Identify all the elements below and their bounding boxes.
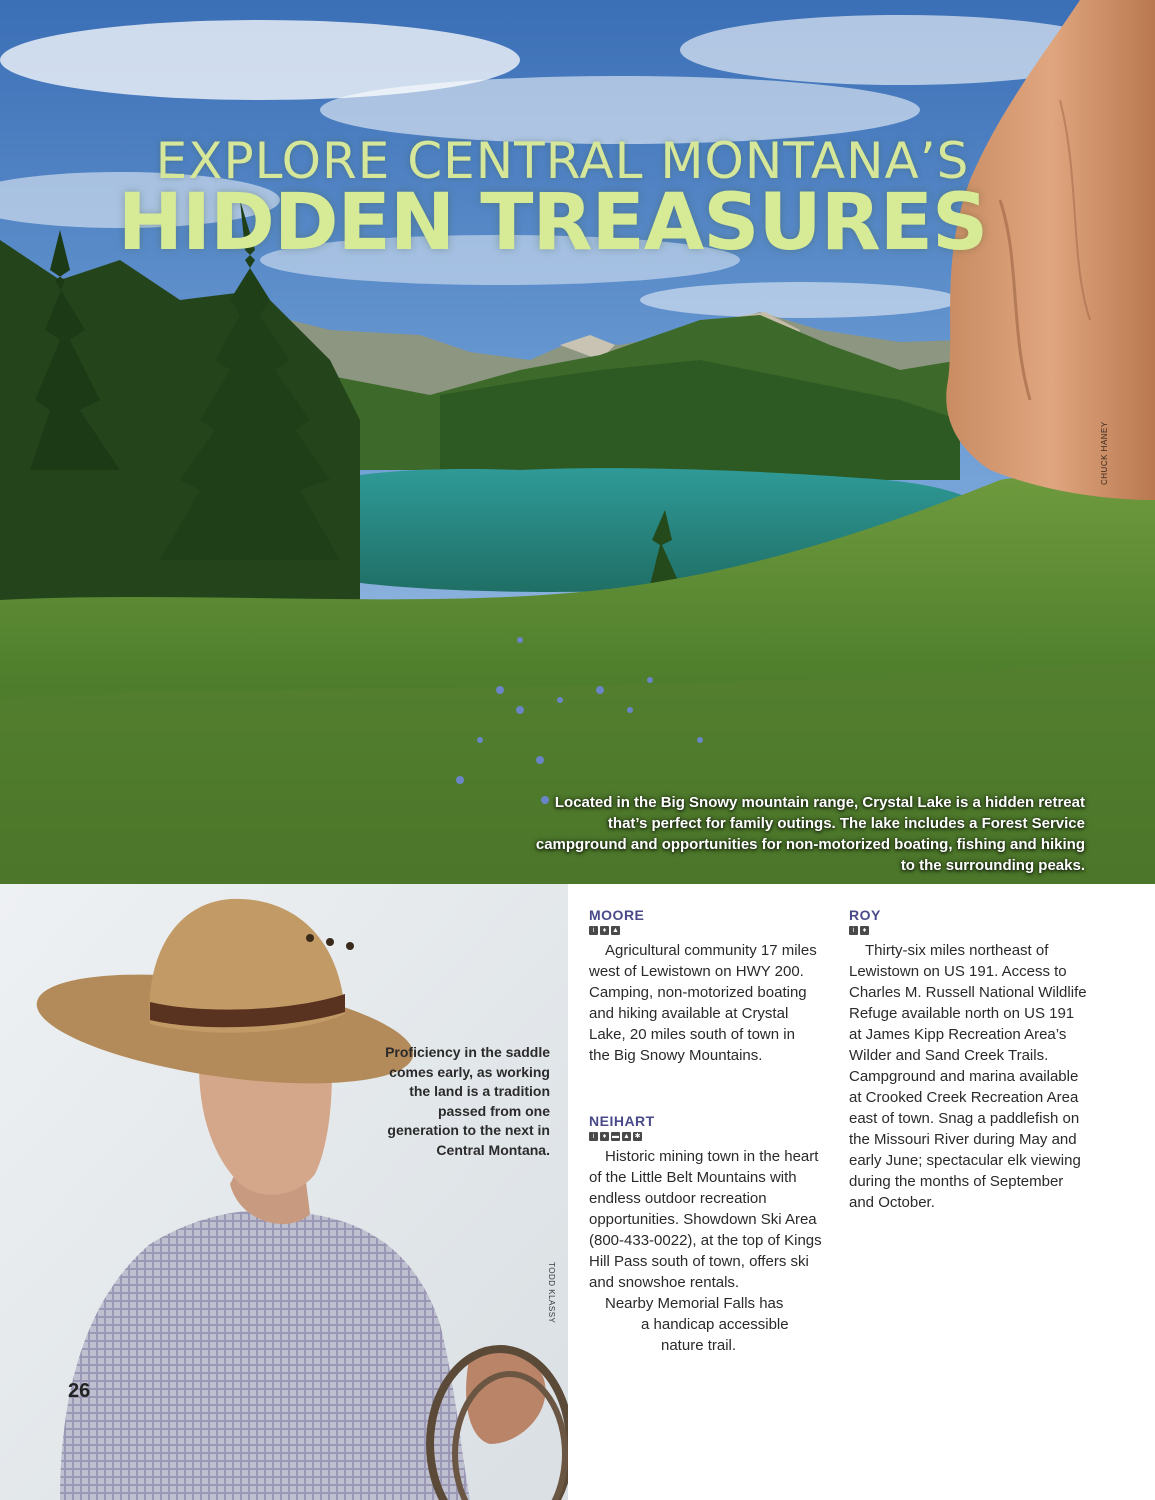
restroom-icon: ♦ <box>860 926 869 935</box>
restroom-icon: ♦ <box>600 1132 609 1141</box>
town-neihart-description-2: Nearby Memorial Falls has <box>605 1295 784 1312</box>
cowboy-photo-credit: TODD KLASSY <box>547 1262 556 1324</box>
cowboy-photo <box>0 884 568 1500</box>
hero-title <box>0 132 1155 268</box>
town-roy-name: ROY <box>849 907 881 923</box>
info-icon: i <box>589 1132 598 1141</box>
skiing-icon: ✱ <box>634 1133 641 1140</box>
town-neihart-icons <box>589 1132 829 1142</box>
camping-icon: ▲ <box>623 1133 630 1140</box>
town-neihart-description-3: a handicap accessible <box>641 1316 789 1333</box>
town-moore-description: Agricultural community 17 miles west of Lewistown on HWY 200. Camping, non-motorized boating and hiking available at Crystal Lake, 20 miles south of town in the Big Snowy Mountains. <box>589 942 817 1064</box>
town-neihart <box>589 1112 829 1356</box>
town-roy-icons <box>849 926 1089 936</box>
town-moore <box>589 906 819 1066</box>
hero-caption: Located in the Big Snowy mountain range, Crystal Lake is a hidden retreat that’s perfect for family outings. The lake includes a Forest Service campground and opportunities for non-motorized boating, fishing and hiking to the surrounding peaks. <box>535 794 1085 874</box>
lodging-icon: ▬ <box>612 1133 619 1140</box>
info-icon: i <box>589 926 598 935</box>
hero-photo-credit: CHUCK HANEY <box>1100 421 1109 485</box>
info-icon: i <box>849 926 858 935</box>
hero-title-line2: HIDDEN TREASURES <box>117 178 988 268</box>
town-roy <box>849 906 1089 1213</box>
restroom-icon: ♦ <box>600 926 609 935</box>
town-roy-description: Thirty-six miles northeast of Lewistown on US 191. Access to Charles M. Russell National Wildlife Refuge available north on US 191 at James Kipp Recreation Area’s Wilder and Sand Creek Trails. Campground and marina available at Crooked Creek Recreation Area east of town. Snag a paddlefish on the Missouri River during May and early June; spectacular elk viewing during the months of September and October. <box>849 942 1087 1211</box>
town-neihart-description: Historic mining town in the heart of the Little Belt Mountains with endless outdoor recreation opportunities. Showdown Ski Area (800-433-0022), at the top of Kings Hill Pass south of town, offers ski and snowshoe rentals. <box>589 1148 822 1291</box>
town-moore-name: MOORE <box>589 907 645 923</box>
camping-icon: ▲ <box>612 927 619 934</box>
town-neihart-name: NEIHART <box>589 1113 655 1129</box>
town-moore-icons <box>589 926 819 936</box>
cowboy-illustration <box>0 884 568 1500</box>
cowboy-caption: Proficiency in the saddle comes early, as working the land is a tradition passed from one generation to the next in Central Montana. <box>385 1044 550 1158</box>
page-number: 26 <box>68 1380 91 1402</box>
hero-title-line1: EXPLORE CENTRAL MONTANA’S <box>155 132 970 190</box>
town-neihart-description-4: nature trail. <box>661 1337 737 1354</box>
